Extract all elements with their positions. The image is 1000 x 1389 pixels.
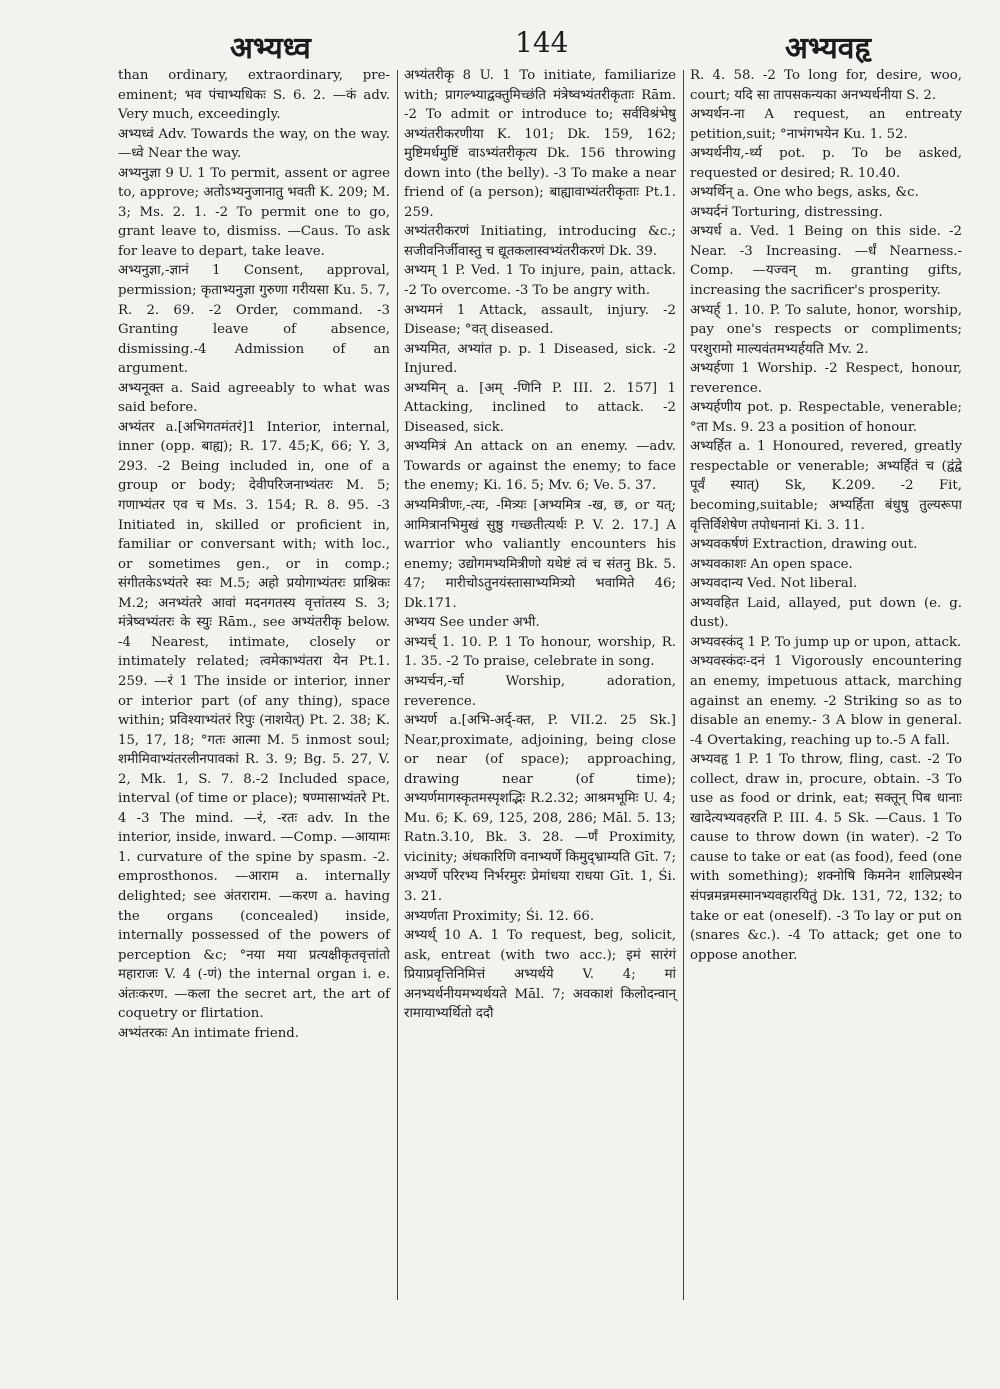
entry: अभ्यर्थिन् a. One who begs, asks, &c. xyxy=(690,185,919,201)
entry: अभ्यर्थन-ना A request, an entreaty petition,suit; °नाभंगभयेन Ku. 1. 52. xyxy=(690,107,962,142)
header-left-guide-word: अभ्यध्व xyxy=(230,31,311,66)
entry: अभ्यनूक्त a. Said agreeably to what was said before. xyxy=(118,380,390,416)
entry: अभ्यर्थ् 10 A. 1 To request, beg, solicit, ask, entreat (with two acc.); इमं सारंगं प्रियाप्रवृत्तिनिमित्तं अभ्यर्थये V. 4; मां अनभ्यर्थनीयमभ्यर्थयते Māl. 7; अवकाशं किलोदन्वान् रामायाभ्यर्थितो ददौ xyxy=(404,928,676,1022)
entry: अभ्यर्थनीय,-र्थ्य pot. p. To be asked, requested or desired; R. 10.40. xyxy=(690,146,962,181)
entry: अभ्यर्ह् 1. 10. P. To salute, honor, worship, pay one's respects or compliments; परशुरामो माल्यवंतमभ्यर्हयति Mv. 2. xyxy=(690,302,962,357)
column-1 xyxy=(118,66,390,1043)
entry: अभ्यवस्कंदः-दनं 1 Vigorously encountering an enemy, impetuous attack, marching against an enemy. -2 Striking so as to disable an enemy.- 3 A blow in general. -4 Overtaking, reaching up to.-5 A fall. xyxy=(690,654,962,748)
entry: अभ्यवदान्य Ved. Not liberal. xyxy=(690,576,858,592)
entry: अभ्यवकाशः An open space. xyxy=(690,556,853,572)
entry: अभ्यय See under अभी. xyxy=(404,615,540,631)
entry: अभ्यवस्कंद् 1 P. To jump up or upon, attack. xyxy=(690,634,962,650)
entry: अभ्यनुज्ञा 9 U. 1 To permit, assent or agree to, approve; अतोऽभ्यनुजानातु भवती K. 209; M. 3; Ms. 2. 1. -2 To permit one to go, grant leave to, dismiss. —Caus. To ask for leave to depart, take leave. xyxy=(118,165,390,259)
entry: than ordinary, extraordinary, pre-eminent; भव पंचाभ्यधिकः S. 6. 2. —कं adv. Very much, exceedingly. xyxy=(118,68,390,123)
column-2 xyxy=(404,66,676,1024)
entry: अभ्यध्वं Adv. Towards the way, on the way. —ध्वे Near the way. xyxy=(118,126,390,162)
entry: अभ्यर्ध a. Ved. 1 Being on this side. -2 Near. -3 Increasing. —र्धं Nearness.-Comp. —यज्वन् m. granting gifts, increasing the sacrificer's prosperity. xyxy=(690,224,962,299)
entry: अभ्यवहित Laid, allayed, put down (e. g. dust). xyxy=(690,595,962,631)
entry: अभ्यर्णता Proximity; Śi. 12. 66. xyxy=(404,908,595,924)
entry: अभ्यर्हणीय pot. p. Respectable, venerable; °ता Ms. 9. 23 a position of honour. xyxy=(690,400,962,435)
entry: अभ्यम् 1 P. Ved. 1 To injure, pain, attack. -2 To overcome. -3 To be angry with. xyxy=(404,263,676,299)
entry: अभ्यनुज्ञा,-ज्ञानं 1 Consent, approval, permission; कृताभ्यनुज्ञा गुरुणा गरीयसा Ku. 5. 7, R. 2. 69. -2 Order, command. -3 Granting leave of absence, dismissing.-4 Admission of an argument. xyxy=(118,263,390,377)
entry: अभ्यंतर a.[अभिगतमंतरं]1 Interior, internal, inner (opp. बाह्य); R. 17. 45;K, 66; Y. 3, 293. -2 Being included in, one of a group or body; देवीपरिजनाभ्यंतरः M. 5; गणाभ्यंतर एव च Ms. 3. 154; R. 8. 95. -3 Initiated in, skilled or proficient in, familiar or conversant with; with loc., or sometimes gen., or in comp.; संगीतकेऽभ्यंतरे स्वः M.5; अहो प्रयोगाभ्यंतरः प्राश्निकः M.2; अनभ्यंतरे आवां मदनगतस्य वृत्तांतस्य S. 3; मंत्रेष्वभ्यंतरः के स्युः Rām., see अभ्यंतरीकृ below. -4 Nearest, intimate, closely or intimately related; त्वमेकाभ्यंतरा येन Pt.1. 259. —रं 1 The inside or interior, inner or interior part (of any thing), space within; प्रविश्याभ्यंतरं रिपुः (नाशयेत्) Pt. 2. 38; K. 15, 17, 18; °गतः आत्मा M. 5 inmost soul; शमीमिवाभ्यंतरलीनपावकां R. 3. 9; Bg. 5. 27, V. 2, Mk. 1, S. 7. 8.-2 Included space, interval (of time or place); षण्मासाभ्यंतरे Pt. 4 -3 The mind. —रं, -रतः adv. In the interior, inside, inward. —Comp. —आयामः 1. curvature of the spine by spasm. -2. emprosthonos. —आराम a. internally delighted; see अंतराराम. —करण a. having the organs (concealed) inside, internally possessed of the powers of perception &c; °नया मया प्रत्यक्षीकृतवृत्तांतो महाराजः V. 4 (-णं) the internal organ i. e. अंतःकरण. —कला the secret art, the art of coquetry or flirtation. xyxy=(118,419,390,1022)
page-number: 144 xyxy=(515,26,569,59)
entry: R. 4. 58. -2 To long for, desire, woo, court; यदि सा तापसकन्यका अनभ्यर्थनीया S. 2. xyxy=(690,68,962,103)
entry: अभ्यवहृ 1 P. 1 To throw, fling, cast. -2 To collect, draw in, procure, obtain. -3 To use as food or drink, eat; सक्तून् पिब धानाः खादेत्यभ्यवहरति P. III. 4. 5 Sk. —Caus. 1 To cause to throw down (in water). -2 To cause to take or eat (as food), feed (one with something); शक्नोषि किमनेन शालिप्रस्थेन संपन्नमन्नमस्मानभ्यवहारयितुं Dk. 131, 72, 132; to take or eat (oneself). -3 To lay or put on (snares &c.). -4 To attack; get one to oppose another. xyxy=(690,752,962,963)
entry: अभ्यमिन् a. [अम् -णिनि P. III. 2. 157] 1 Attacking, inclined to attack. -2 Diseased, sick. xyxy=(404,380,676,435)
column-divider xyxy=(683,70,684,1300)
column-divider xyxy=(397,70,398,1300)
entry: अभ्यर्ण a.[अभि-अर्द्-क्त, P. VII.2. 25 Sk.] Near,proximate, adjoining, being close or near (of space); approaching, drawing near (of time); अभ्यर्णमागस्कृतमस्पृशद्भिः R.2.32; आश्रमभूमिः U. 4; Mu. 6; K. 69, 125, 208, 286; Māl. 5. 13; Ratn.3.10, Bk. 3. 28. —र्णं Proximity, vicinity; अंधकारिणि वनाभ्यर्णे किमुद्भ्राम्यति Gīt. 7; अभ्यर्णे परिरभ्य निर्भरमुरः प्रेमांधया राधया Gīt. 1, Śi. 3. 21. xyxy=(404,713,676,904)
entry: अभ्यर्दनं Torturing, distressing. xyxy=(690,204,883,220)
entry: अभ्यर्चन,-र्चा Worship, adoration, reverence. xyxy=(404,673,676,709)
entry: अभ्यंतरीकरणं Initiating, introducing &c.; सजीवनिर्जीवास्तु च द्यूतकलास्वभ्यंतरीकरणं Dk. 39. xyxy=(404,224,676,259)
entry: अभ्यवकर्षणं Extraction, drawing out. xyxy=(690,537,918,553)
entry: अभ्यमित्रं An attack on an enemy. —adv. Towards or against the enemy; to face the enemy; Ki. 16. 5; Mv. 6; Ve. 5. 37. xyxy=(404,439,676,494)
entry: अभ्यमित्रीणः,-त्यः, -मित्र्यः [अभ्यमित्र -ख, छ, or यत्; आमित्रानभिमुखं सुष्ठु गच्छतीत्यर्थः P. V. 2. 17.] A warrior who valiantly encounters his enemy; उद्योगमभ्यमित्रीणो यथेष्टं त्वं च संतनु Bk. 5. 47; मारीचोऽतुनयंस्तासाभ्यमित्र्यो भवामिते 46; Dk.171. xyxy=(404,498,676,611)
entry: अभ्यंतरीकृ 8 U. 1 To initiate, familiarize with; प्रागल्भ्याद्वक्तुमिच्छंति मंत्रेष्वभ्यंतरीकृताः Rām. -2 To admit or introduce to; सर्वविश्रंभेषु अभ्यंतरीकरणीया K. 101; Dk. 159, 162; मुष्टिमर्धमुष्टिं वाऽभ्यंतरीकृत्य Dk. 156 throwing down into (the belly). -3 To make a near friend of (a person); बाह्यावाभ्यंतरीकृताः Pt.1. 259. xyxy=(404,68,676,220)
header-right-guide-word: अभ्यवहृ xyxy=(785,31,871,66)
column-3 xyxy=(690,66,962,965)
entry: अभ्यमनं 1 Attack, assault, injury. -2 Disease; °वत् diseased. xyxy=(404,302,676,338)
entry: अभ्यर्च् 1. 10. P. 1 To honour, worship, R. 1. 35. -2 To praise, celebrate in song. xyxy=(404,634,676,670)
entry: अभ्यर्हित a. 1 Honoured, revered, greatly respectable or venerable; अभ्यर्हितं च (द्वंद्वे पूर्वं स्यात्) Sk, K.209. -2 Fit, becoming,suitable; अभ्यर्हिता बंधुषु तुल्यरूपा वृत्तिर्विशेषेण तपोधनानां Ki. 3. 11. xyxy=(690,439,962,533)
entry: अभ्यर्हणा 1 Worship. -2 Respect, honour, reverence. xyxy=(690,361,962,396)
entry: अभ्यंतरकः An intimate friend. xyxy=(118,1025,300,1041)
entry: अभ्यमित, अभ्यांत p. p. 1 Diseased, sick. -2 Injured. xyxy=(404,341,676,377)
